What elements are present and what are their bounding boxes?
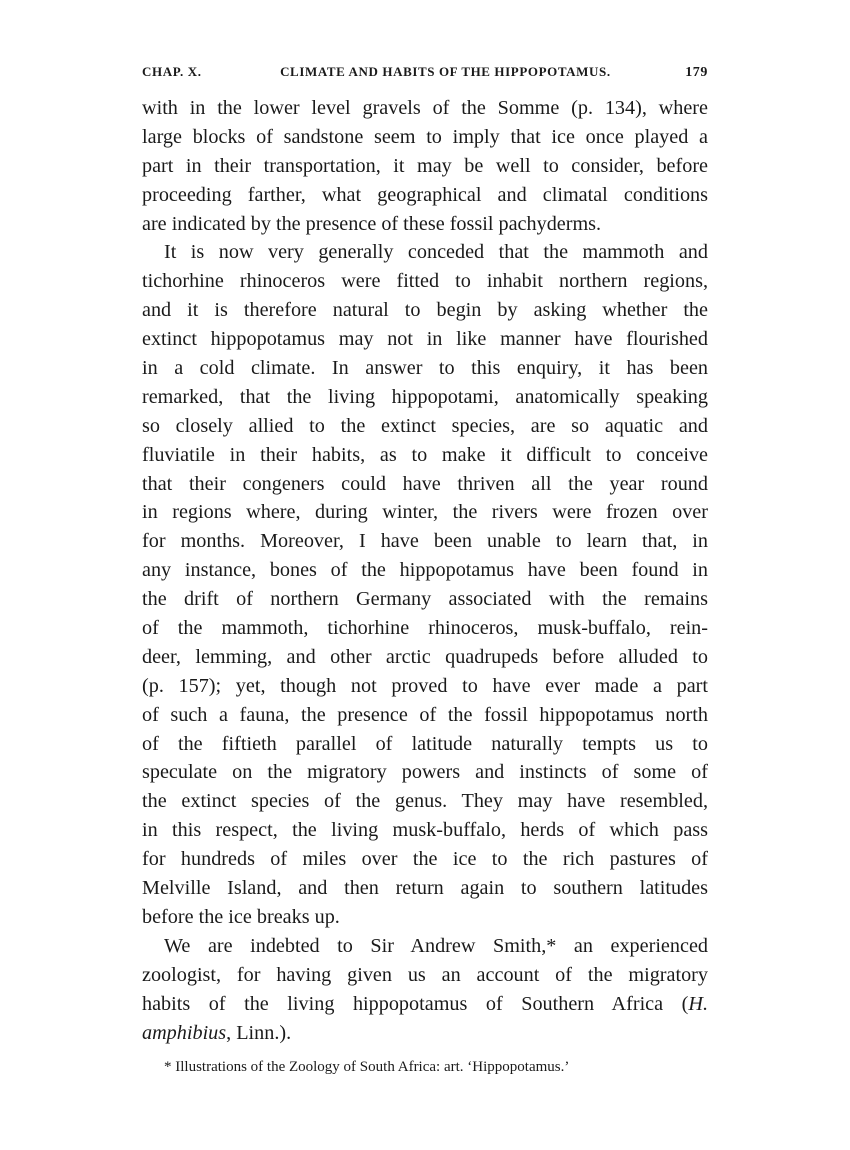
text-line: in this respect, the living musk-buffalo, herds of which pass (142, 819, 708, 842)
paragraph-2 (142, 238, 708, 931)
text-line: zoologist, for having given us an account of the migratory (142, 963, 708, 986)
text-line: the extinct species of the genus. They may have resembled, (142, 790, 708, 813)
text-line: speculate on the migratory powers and instincts of some of (142, 761, 708, 784)
paragraph-1 (142, 94, 708, 238)
text-line: remarked, that the living hippopotami, anatomically speaking (142, 385, 708, 408)
running-title: CLIMATE AND HABITS OF THE HIPPOPOTAMUS. (280, 64, 611, 79)
text-line: the drift of northern Germany associated with the remains (142, 588, 708, 611)
text-line: extinct hippopotamus may not in like manner have flourished (142, 328, 708, 351)
text-line: of such a fauna, the presence of the fossil hippopotamus north (142, 703, 708, 726)
text-line: are indicated by the presence of these fossil pachyderms. (142, 212, 602, 235)
italic-species: amphibius (142, 1021, 227, 1044)
text-line: of the fiftieth parallel of latitude naturally tempts us to (142, 732, 708, 755)
text-line: with in the lower level gravels of the Somme (p. 134), where (142, 97, 708, 119)
text-line: in regions where, during winter, the rivers were frozen over (142, 501, 708, 524)
text-line: so closely allied to the extinct species, are so aquatic and (142, 414, 708, 437)
text-line: deer, lemming, and other arctic quadrupeds before alluded to (142, 645, 708, 668)
text-line: for months. Moreover, I have been unable to learn that, in (142, 530, 708, 553)
body-text (142, 94, 708, 1047)
chapter-label: CHAP. X. (142, 64, 202, 79)
text-line: and it is therefore natural to begin by asking whether the (142, 299, 708, 322)
text-line: part in their transportation, it may be well to consider, before (142, 154, 708, 177)
text-line: before the ice breaks up. (142, 905, 340, 928)
text-line: It is now very generally conceded that the mammoth and (164, 241, 708, 264)
text-line: any instance, bones of the hippopotamus have been found in (142, 559, 708, 582)
text-line: tichorhine rhinoceros were fitted to inhabit northern regions, (142, 270, 708, 293)
page-number: 179 (685, 65, 708, 80)
text-line: Melville Island, and then return again to southern latitudes (142, 877, 708, 900)
text-line: that their congeners could have thriven all the year round (142, 472, 708, 495)
italic-genus: H. (688, 992, 708, 1015)
text-fragment: , Linn.). (226, 1021, 292, 1044)
text-line: fluviatile in their habits, as to make it difficult to conceive (142, 443, 708, 466)
running-head (142, 64, 708, 94)
paragraph-3 (142, 932, 708, 1048)
text-line: in a cold climate. In answer to this enquiry, it has been (142, 357, 708, 380)
text-line: (p. 157); yet, though not proved to have ever made a part (142, 674, 708, 697)
footnote: * Illustrations of the Zoology of South Africa: art. ‘Hippopotamus.’ (164, 1059, 570, 1076)
text-fragment: habits of the living hippopotamus of Southern Africa ( (142, 992, 689, 1015)
book-page (142, 64, 708, 1077)
text-line: large blocks of sandstone seem to imply that ice once played a (142, 125, 708, 148)
text-line: for hundreds of miles over the ice to the rich pastures of (142, 848, 708, 871)
text-line: proceeding farther, what geographical and climatal conditions (142, 183, 708, 206)
text-line: of the mammoth, tichorhine rhinoceros, musk-buffalo, rein- (142, 617, 708, 640)
text-line (142, 1019, 708, 1048)
text-line (142, 990, 708, 1019)
text-line: We are indebted to Sir Andrew Smith,* an experienced (164, 934, 708, 957)
